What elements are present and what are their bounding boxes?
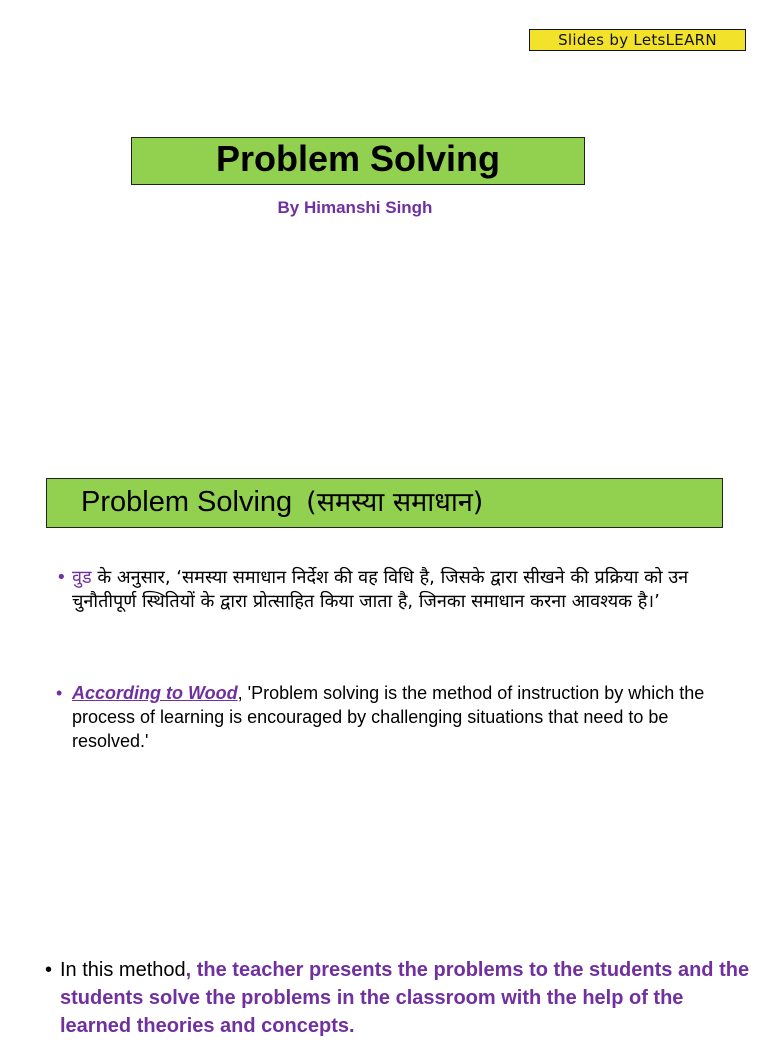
slide-title: Problem Solving: [131, 137, 585, 185]
method-lead-text: In this method: [60, 959, 186, 981]
hindi-definition-text: के अनुसार, ‘समस्या समाधान निर्देश की वह विधि है, जिसके द्वारा सीखने की प्रक्रिया को उन चुनौतीपूर्ण स्थितियों के द्वारा प्रोत्साहित किया जाता है, जिनका समाधान करना आवश्यक है।’: [72, 567, 689, 612]
hindi-definition-bullet: [56, 566, 746, 614]
english-definition-text: , 'Problem solving is the method of instruction by which the process of learning is encouraged by challenging situations that need to be resolved.': [72, 683, 705, 751]
heading-english: Problem Solving: [81, 486, 293, 518]
hindi-author-name: वुड: [72, 567, 92, 588]
bullet-marker: •: [56, 683, 63, 703]
method-bullet: [45, 956, 760, 1040]
author-byline: By Himanshi Singh: [277, 198, 433, 217]
english-definition-bullet: [56, 681, 746, 753]
according-to-wood: According to Wood: [72, 683, 238, 703]
bullet-marker: •: [56, 567, 67, 588]
method-emphasis-text: , the teacher presents the problems to the students and the students solve the problems in the classroom with the help of the learned theories and concepts.: [60, 959, 750, 1037]
bullet-marker: •: [45, 959, 53, 981]
letslearn-badge: Slides by LetsLEARN: [529, 29, 746, 51]
heading-hindi: (समस्या समाधान): [306, 487, 484, 518]
section-heading: [46, 478, 723, 528]
